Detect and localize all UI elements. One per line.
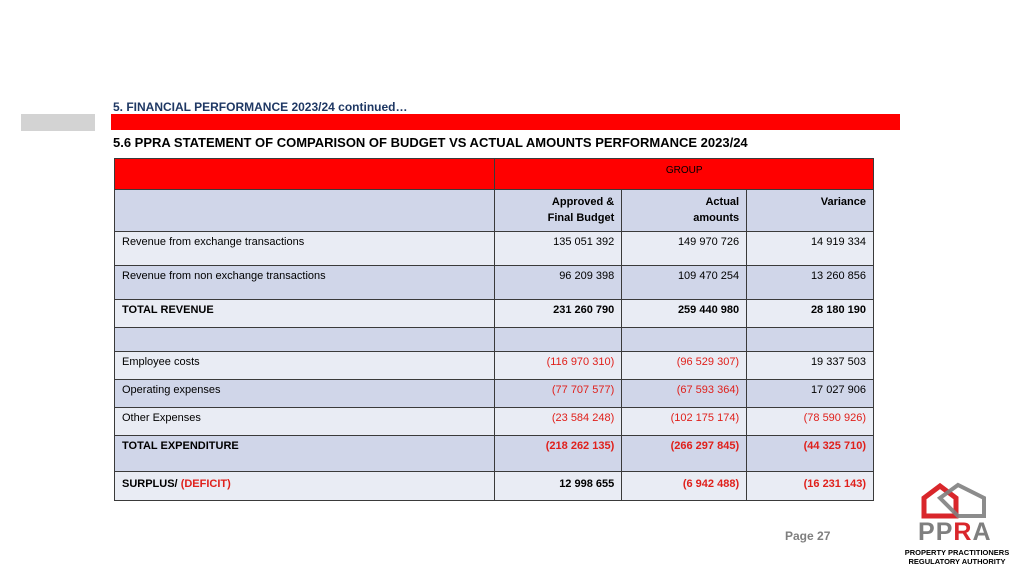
variance-cell: 14 919 334 — [747, 232, 874, 266]
budget-cell: (116 970 310) — [495, 352, 622, 380]
table-row — [115, 232, 874, 266]
table-row — [115, 266, 874, 300]
header-budget — [495, 190, 622, 232]
row-label: TOTAL EXPENDITURE — [115, 436, 495, 472]
row-label: TOTAL REVENUE — [115, 300, 495, 328]
row-label — [115, 472, 495, 501]
section-heading: 5. FINANCIAL PERFORMANCE 2023/24 continued… — [113, 100, 408, 114]
logo-letter: P — [935, 518, 954, 546]
group-header-row — [115, 159, 874, 190]
grey-decor-block — [21, 114, 95, 131]
variance-cell: 28 180 190 — [747, 300, 874, 328]
actual-cell: 149 970 726 — [622, 232, 747, 266]
spacer-cell — [622, 328, 747, 352]
column-header-row — [115, 190, 874, 232]
table-row — [115, 408, 874, 436]
logo-subtitle-line1: PROPERTY PRACTITIONERS — [904, 548, 1010, 557]
table-row-total-revenue — [115, 300, 874, 328]
header-budget-line2: Final Budget — [547, 212, 615, 224]
red-header-bar — [111, 114, 900, 130]
budget-cell: (218 262 135) — [495, 436, 622, 472]
variance-cell: 19 337 503 — [747, 352, 874, 380]
actual-cell: (67 593 364) — [622, 380, 747, 408]
row-label: Revenue from non exchange transactions — [115, 266, 495, 300]
actual-cell: (102 175 174) — [622, 408, 747, 436]
spacer-cell — [115, 328, 495, 352]
actual-cell: (6 942 488) — [622, 472, 747, 501]
header-actual-line1: Actual — [705, 196, 740, 208]
logo-letter: A — [972, 518, 992, 546]
budget-cell: 12 998 655 — [495, 472, 622, 501]
ppra-logo-subtitle — [896, 548, 1018, 566]
row-label: Employee costs — [115, 352, 495, 380]
group-label: GROUP — [495, 159, 874, 190]
ppra-logo-wordmark — [918, 518, 992, 547]
header-actual-line2: amounts — [693, 212, 740, 224]
budget-cell: 96 209 398 — [495, 266, 622, 300]
table-row — [115, 352, 874, 380]
row-label: Revenue from exchange transactions — [115, 232, 495, 266]
surplus-label: SURPLUS/ — [122, 478, 178, 490]
variance-cell: (44 325 710) — [747, 436, 874, 472]
logo-letter-red: R — [953, 518, 973, 546]
row-label: Operating expenses — [115, 380, 495, 408]
budget-cell: (23 584 248) — [495, 408, 622, 436]
spacer-cell — [747, 328, 874, 352]
page-number: Page 27 — [785, 529, 831, 543]
actual-cell: 109 470 254 — [622, 266, 747, 300]
table-row-spacer — [115, 328, 874, 352]
variance-cell: (16 231 143) — [747, 472, 874, 501]
table-row — [115, 380, 874, 408]
variance-cell: 13 260 856 — [747, 266, 874, 300]
variance-cell: 17 027 906 — [747, 380, 874, 408]
table-row-surplus — [115, 472, 874, 501]
deficit-label: (DEFICIT) — [180, 478, 231, 490]
actual-cell: (266 297 845) — [622, 436, 747, 472]
logo-subtitle-line2: REGULATORY AUTHORITY — [908, 557, 1006, 566]
budget-vs-actual-table — [114, 158, 874, 501]
header-variance: Variance — [747, 190, 874, 232]
header-budget-line1: Approved & — [551, 196, 615, 208]
actual-cell: (96 529 307) — [622, 352, 747, 380]
budget-cell: (77 707 577) — [495, 380, 622, 408]
actual-cell: 259 440 980 — [622, 300, 747, 328]
row-label: Other Expenses — [115, 408, 495, 436]
group-blank-cell — [115, 159, 495, 190]
statement-title: 5.6 PPRA STATEMENT OF COMPARISON OF BUDGET VS ACTUAL AMOUNTS PERFORMANCE 2023/24 — [113, 135, 748, 150]
spacer-cell — [495, 328, 622, 352]
header-actual — [622, 190, 747, 232]
variance-cell: (78 590 926) — [747, 408, 874, 436]
logo-letter: P — [918, 518, 936, 546]
table-row-total-expenditure — [115, 436, 874, 472]
header-blank-cell — [115, 190, 495, 232]
budget-cell: 231 260 790 — [495, 300, 622, 328]
budget-cell: 135 051 392 — [495, 232, 622, 266]
